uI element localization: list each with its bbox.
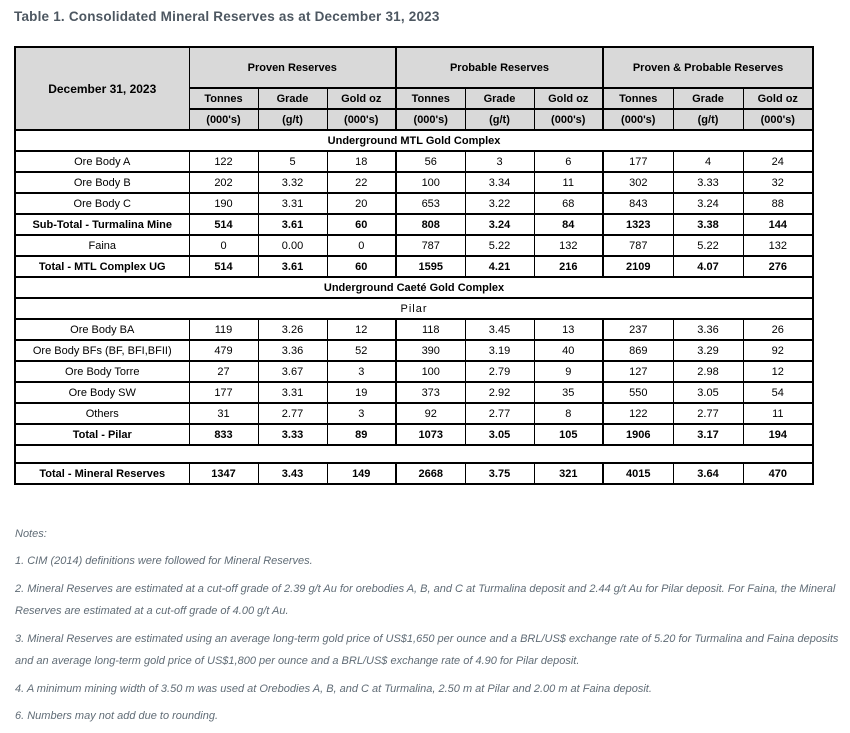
notes-heading: Notes: — [15, 528, 47, 540]
cell-value: 202 — [189, 172, 258, 193]
cell-value: 2.79 — [465, 361, 534, 382]
cell-value: 1595 — [396, 256, 465, 277]
cell-value: 11 — [534, 172, 603, 193]
cell-value: 92 — [396, 403, 465, 424]
cell-value: 3.19 — [465, 340, 534, 361]
cell-value: 127 — [603, 361, 673, 382]
cell-value: 302 — [603, 172, 673, 193]
cell-value: 2.77 — [673, 403, 743, 424]
table-row — [15, 235, 813, 256]
cell-value: 3.33 — [258, 424, 327, 445]
group-header-probable: Probable Reserves — [396, 47, 603, 88]
cell-value: 808 — [396, 214, 465, 235]
cell-value: 4.21 — [465, 256, 534, 277]
col-header-grade: Grade — [258, 88, 327, 109]
cell-value: 88 — [743, 193, 813, 214]
cell-value: 40 — [534, 340, 603, 361]
cell-value: 787 — [603, 235, 673, 256]
cell-value: 32 — [743, 172, 813, 193]
cell-value: 60 — [327, 256, 396, 277]
table-row — [15, 172, 813, 193]
row-label: Ore Body A — [15, 151, 189, 172]
row-label: Ore Body Torre — [15, 361, 189, 382]
cell-value: 3.75 — [465, 463, 534, 484]
cell-value: 2668 — [396, 463, 465, 484]
cell-value: 26 — [743, 319, 813, 340]
cell-value: 3.61 — [258, 256, 327, 277]
cell-value: 3.05 — [465, 424, 534, 445]
cell-value: 3.38 — [673, 214, 743, 235]
cell-value: 60 — [327, 214, 396, 235]
cell-value: 92 — [743, 340, 813, 361]
row-label: Others — [15, 403, 189, 424]
corner-date-header: December 31, 2023 — [15, 47, 189, 130]
notes-list — [15, 550, 842, 728]
group-header-proven-probable: Proven & Probable Reserves — [603, 47, 813, 88]
cell-value: 3.17 — [673, 424, 743, 445]
cell-value: 105 — [534, 424, 603, 445]
table-title: Table 1. Consolidated Mineral Reserves as at December 31, 2023 — [14, 9, 440, 24]
table-row — [15, 403, 813, 424]
cell-value: 869 — [603, 340, 673, 361]
cell-value: 373 — [396, 382, 465, 403]
unit-header-000s: (000's) — [534, 109, 603, 130]
cell-value: 4 — [673, 151, 743, 172]
table-row — [15, 319, 813, 340]
cell-value: 56 — [396, 151, 465, 172]
col-header-goldoz: Gold oz — [327, 88, 396, 109]
cell-value: 68 — [534, 193, 603, 214]
cell-value: 321 — [534, 463, 603, 484]
col-header-tonnes: Tonnes — [603, 88, 673, 109]
cell-value: 27 — [189, 361, 258, 382]
cell-value: 276 — [743, 256, 813, 277]
cell-value: 3.32 — [258, 172, 327, 193]
cell-value: 3.64 — [673, 463, 743, 484]
cell-value: 1906 — [603, 424, 673, 445]
row-label: Ore Body B — [15, 172, 189, 193]
cell-value: 3.67 — [258, 361, 327, 382]
cell-value: 3.26 — [258, 319, 327, 340]
cell-value: 100 — [396, 172, 465, 193]
cell-value: 20 — [327, 193, 396, 214]
table-row — [15, 256, 813, 277]
cell-value: 52 — [327, 340, 396, 361]
cell-value: 84 — [534, 214, 603, 235]
cell-value: 3.24 — [465, 214, 534, 235]
note-item: 4. A minimum mining width of 3.50 m was used at Orebodies A, B, and C at Turmalina, 2.50 m at Pilar and 2.00 m at Faina deposit. — [15, 682, 652, 695]
row-label: Total - Pilar — [15, 424, 189, 445]
cell-value: 5.22 — [465, 235, 534, 256]
cell-value: 3.24 — [673, 193, 743, 214]
cell-value: 653 — [396, 193, 465, 214]
cell-value: 390 — [396, 340, 465, 361]
cell-value: 8 — [534, 403, 603, 424]
table-row — [15, 193, 813, 214]
unit-header-000s: (000's) — [327, 109, 396, 130]
cell-value: 119 — [189, 319, 258, 340]
cell-value: 2.98 — [673, 361, 743, 382]
col-header-goldoz: Gold oz — [534, 88, 603, 109]
note-item: 1. CIM (2014) definitions were followed for Mineral Reserves. — [15, 555, 313, 567]
mineral-reserves-table — [14, 46, 814, 485]
cell-value: 3.31 — [258, 193, 327, 214]
note-item: 3. Mineral Reserves are estimated using an average long-term gold price of US$1,650 per ounce and a BRL/US$ exchange rate of 5.20 for Turmalina and Faina deposits and an average long-term gold price of US$1,800 per ounce and a BRL/US$ exchange rate of 4.90 for Pilar deposit. — [15, 632, 839, 667]
table-row — [15, 151, 813, 172]
cell-value: 2.92 — [465, 382, 534, 403]
unit-header-gt: (g/t) — [673, 109, 743, 130]
cell-value: 4015 — [603, 463, 673, 484]
cell-value: 1073 — [396, 424, 465, 445]
cell-value: 5 — [258, 151, 327, 172]
cell-value: 100 — [396, 361, 465, 382]
cell-value: 237 — [603, 319, 673, 340]
table-body — [15, 130, 813, 484]
cell-value: 470 — [743, 463, 813, 484]
spacer-row — [15, 445, 813, 463]
cell-value: 3.61 — [258, 214, 327, 235]
row-label: Faina — [15, 235, 189, 256]
cell-value: 122 — [603, 403, 673, 424]
cell-value: 2.77 — [465, 403, 534, 424]
cell-value: 5.22 — [673, 235, 743, 256]
group-header-row — [15, 47, 813, 88]
notes-section — [15, 523, 842, 733]
cell-value: 216 — [534, 256, 603, 277]
table-row — [15, 424, 813, 445]
cell-value: 514 — [189, 256, 258, 277]
cell-value: 9 — [534, 361, 603, 382]
row-label: Ore Body SW — [15, 382, 189, 403]
cell-value: 24 — [743, 151, 813, 172]
cell-value: 118 — [396, 319, 465, 340]
cell-value: 514 — [189, 214, 258, 235]
cell-value: 89 — [327, 424, 396, 445]
cell-value: 13 — [534, 319, 603, 340]
unit-header-000s: (000's) — [396, 109, 465, 130]
table-row — [15, 382, 813, 403]
col-header-goldoz: Gold oz — [743, 88, 813, 109]
unit-header-000s: (000's) — [603, 109, 673, 130]
cell-value: 3 — [465, 151, 534, 172]
col-header-grade: Grade — [673, 88, 743, 109]
note-item: 2. Mineral Reserves are estimated at a cut-off grade of 2.39 g/t Au for orebodies A, B, and C at Turmalina deposit and 2.44 g/t Au for Pilar deposit. For Faina, the Mineral Reserves are estimated at a cut-off grade of 4.00 g/t Au. — [15, 582, 836, 617]
cell-value: 132 — [534, 235, 603, 256]
cell-value: 122 — [189, 151, 258, 172]
table-header — [15, 47, 813, 130]
cell-value: 22 — [327, 172, 396, 193]
cell-value: 190 — [189, 193, 258, 214]
unit-header-gt: (g/t) — [258, 109, 327, 130]
cell-value: 12 — [743, 361, 813, 382]
cell-value: 19 — [327, 382, 396, 403]
section-row — [15, 130, 813, 151]
cell-value: 3.34 — [465, 172, 534, 193]
cell-value: 3.43 — [258, 463, 327, 484]
group-header-proven: Proven Reserves — [189, 47, 396, 88]
cell-value: 18 — [327, 151, 396, 172]
cell-value: 3.36 — [258, 340, 327, 361]
cell-value: 0.00 — [258, 235, 327, 256]
cell-value: 149 — [327, 463, 396, 484]
cell-value: 3.22 — [465, 193, 534, 214]
cell-value: 479 — [189, 340, 258, 361]
cell-value: 550 — [603, 382, 673, 403]
cell-value: 833 — [189, 424, 258, 445]
row-label: Total - Mineral Reserves — [15, 463, 189, 484]
cell-value: 0 — [327, 235, 396, 256]
cell-value: 132 — [743, 235, 813, 256]
section-row — [15, 298, 813, 319]
cell-value: 3.05 — [673, 382, 743, 403]
cell-value: 1323 — [603, 214, 673, 235]
section-label: Pilar — [15, 298, 813, 319]
row-label: Sub-Total - Turmalina Mine — [15, 214, 189, 235]
cell-value: 3.45 — [465, 319, 534, 340]
cell-value: 1347 — [189, 463, 258, 484]
cell-value: 3 — [327, 361, 396, 382]
cell-value: 3.36 — [673, 319, 743, 340]
row-label: Ore Body BFs (BF, BFI,BFII) — [15, 340, 189, 361]
row-label: Total - MTL Complex UG — [15, 256, 189, 277]
cell-value: 3.31 — [258, 382, 327, 403]
col-header-grade: Grade — [465, 88, 534, 109]
unit-header-000s: (000's) — [189, 109, 258, 130]
cell-value: 3 — [327, 403, 396, 424]
cell-value: 4.07 — [673, 256, 743, 277]
unit-header-gt: (g/t) — [465, 109, 534, 130]
spacer-cell — [15, 445, 813, 463]
section-label: Underground Caeté Gold Complex — [15, 277, 813, 298]
section-row — [15, 277, 813, 298]
note-item: 6. Numbers may not add due to rounding. — [15, 710, 219, 722]
cell-value: 11 — [743, 403, 813, 424]
cell-value: 787 — [396, 235, 465, 256]
cell-value: 843 — [603, 193, 673, 214]
cell-value: 0 — [189, 235, 258, 256]
cell-value: 3.33 — [673, 172, 743, 193]
table-row — [15, 463, 813, 484]
cell-value: 6 — [534, 151, 603, 172]
cell-value: 54 — [743, 382, 813, 403]
cell-value: 2109 — [603, 256, 673, 277]
row-label: Ore Body BA — [15, 319, 189, 340]
cell-value: 177 — [189, 382, 258, 403]
cell-value: 2.77 — [258, 403, 327, 424]
cell-value: 31 — [189, 403, 258, 424]
cell-value: 3.29 — [673, 340, 743, 361]
table-row — [15, 214, 813, 235]
row-label: Ore Body C — [15, 193, 189, 214]
cell-value: 12 — [327, 319, 396, 340]
section-label: Underground MTL Gold Complex — [15, 130, 813, 151]
cell-value: 35 — [534, 382, 603, 403]
table-row — [15, 361, 813, 382]
col-header-tonnes: Tonnes — [189, 88, 258, 109]
cell-value: 144 — [743, 214, 813, 235]
cell-value: 177 — [603, 151, 673, 172]
unit-header-000s: (000's) — [743, 109, 813, 130]
cell-value: 194 — [743, 424, 813, 445]
col-header-tonnes: Tonnes — [396, 88, 465, 109]
table-row — [15, 340, 813, 361]
